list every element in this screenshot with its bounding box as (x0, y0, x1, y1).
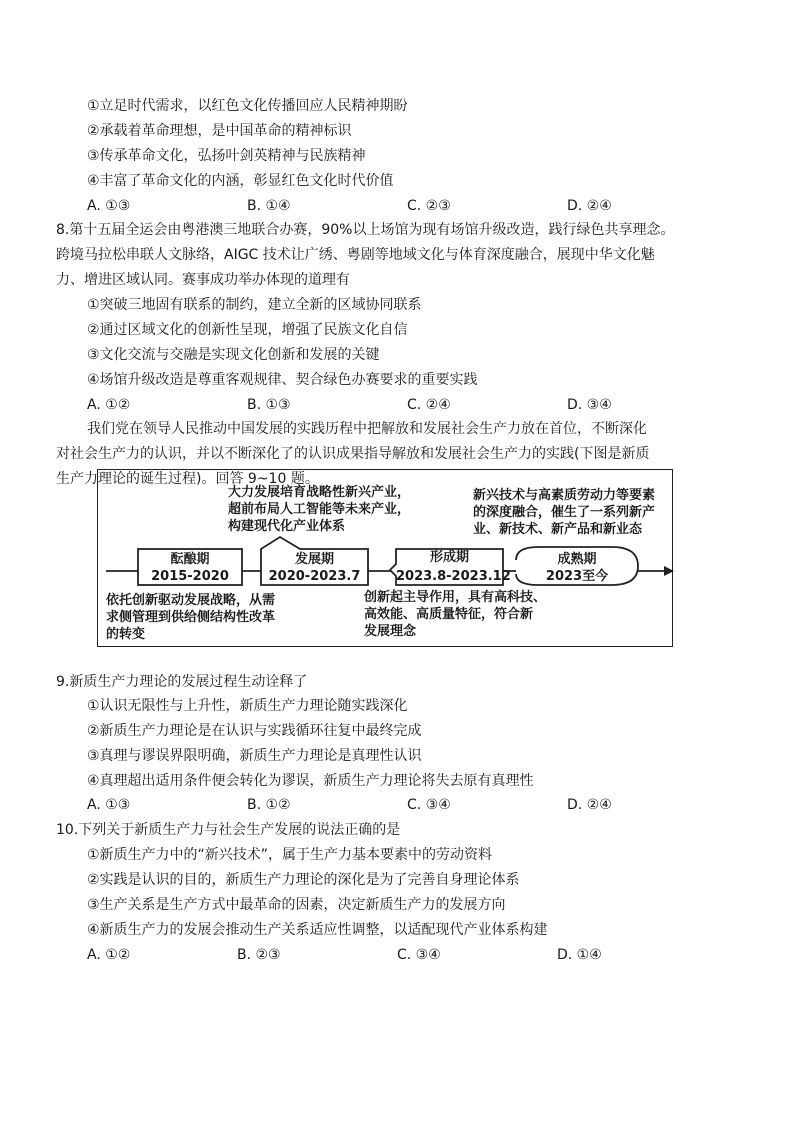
q7-option-4: ④丰富了革命文化的内涵，彰显红色文化时代价值 (87, 173, 394, 189)
q10-option-2: ②实践是认识的目的，新质生产力理论的深化是为了完善自身理论体系 (87, 872, 520, 888)
q8-choice-c[interactable]: C. ②④ (407, 397, 451, 413)
q10-option-4: ④新质生产力的发展会推动生产关系适应性调整，以适配现代产业体系构建 (87, 922, 548, 938)
q9-stem: 9.新质生产力理论的发展过程生动诠释了 (56, 674, 308, 690)
q7-option-2: ②承载着革命理想，是中国革命的精神标识 (87, 123, 352, 139)
q8-stem-line-2: 跨境马拉松串联人文脉络，AIGC 技术让广绣、粤剧等地域文化与体育深度融合，展现中华文化魅 (56, 247, 655, 263)
material-line-3: 生产力理论的诞生过程)。回答 9~10 题。 (56, 471, 319, 487)
q9-option-2: ②新质生产力理论是在认识与实践循环往复中最终完成 (87, 723, 422, 739)
q8-option-1: ①突破三地固有联系的制约，建立全新的区域协同联系 (87, 297, 422, 313)
q8-option-2: ②通过区域文化的创新性呈现，增强了民族文化自信 (87, 322, 408, 338)
q10-choice-a[interactable]: A. ①② (87, 947, 131, 963)
q7-option-1: ①立足时代需求，以红色文化传播回应人民精神期盼 (87, 98, 408, 114)
q9-choice-c[interactable]: C. ③④ (407, 797, 451, 813)
q8-option-3: ③文化交流与交融是实现文化创新和发展的关键 (87, 347, 380, 363)
stage4-name: 成熟期 (557, 552, 597, 567)
q8-option-4: ④场馆升级改造是尊重客观规律、契合绿色办赛要求的重要实践 (87, 372, 478, 388)
q9-choice-a[interactable]: A. ①③ (87, 797, 131, 813)
q7-option-3: ③传承革命文化，弘扬叶剑英精神与民族精神 (87, 148, 366, 164)
q7-choices (87, 197, 687, 215)
q10-choices (87, 946, 687, 964)
q10-option-1: ①新质生产力中的“新兴技术”，属于生产力基本要素中的劳动资料 (87, 847, 493, 863)
theory-timeline-diagram (97, 469, 673, 647)
bottom-right-annotation: 创新起主导作用，具有高科技、 高效能、高质量特征，符合新 发展理念 (364, 590, 547, 639)
bottom-left-annotation: 依托创新驱动发展战略，从需 求侧管理到供给侧结构性改革 的转变 (106, 593, 276, 642)
stage4-period: 2023至今 (545, 569, 609, 584)
q9-choices (87, 796, 687, 814)
q7-choice-a[interactable]: A. ①③ (87, 198, 131, 214)
stage3-period: 2023.8-2023.12 (396, 569, 511, 584)
material-line-1: 我们党在领导人民推动中国发展的实践历程中把解放和发展社会生产力放在首位，不断深化 (87, 421, 647, 437)
q8-stem-line-3: 力、增进区域认同。赛事成功举办体现的道理有 (56, 272, 350, 288)
q9-option-1: ①认识无限性与上升性，新质生产力理论随实践深化 (87, 698, 408, 714)
stage1-period: 2015-2020 (151, 569, 229, 584)
timeline-arrowhead (664, 566, 674, 576)
top-left-annotation: 大力发展培育战略性新兴产业， 超前布局人工智能等未来产业， 构建现代化产业体系 (228, 485, 411, 534)
q8-choices (87, 396, 687, 414)
q10-choice-b[interactable]: B. ②③ (237, 947, 281, 963)
q7-choice-b[interactable]: B. ①④ (247, 198, 291, 214)
q9-choice-b[interactable]: B. ①② (247, 797, 291, 813)
stage2-name: 发展期 (294, 552, 334, 567)
q8-choice-d[interactable]: D. ③④ (567, 397, 612, 413)
q9-option-4: ④真理超出适用条件便会转化为谬误，新质生产力理论将失去原有真理性 (87, 773, 534, 789)
q8-choice-b[interactable]: B. ①③ (247, 397, 291, 413)
q10-choice-d[interactable]: D. ①④ (557, 947, 602, 963)
q8-choice-a[interactable]: A. ①② (87, 397, 131, 413)
stage3-name: 形成期 (429, 550, 469, 565)
q10-stem: 10.下列关于新质生产力与社会生产发展的说法正确的是 (56, 822, 401, 838)
q10-option-3: ③生产关系是生产方式中最革命的因素，决定新质生产力的发展方向 (87, 897, 506, 913)
stage2-period: 2020-2023.7 (268, 569, 361, 584)
top-right-annotation: 新兴技术与高素质劳动力等要素 的深度融合，催生了一系列新产 业、新技术、新产品和新业态 (473, 488, 656, 537)
q9-choice-d[interactable]: D. ②④ (567, 797, 612, 813)
q7-choice-c[interactable]: C. ②③ (407, 198, 451, 214)
q8-stem-line-1: 8.第十五届全运会由粤港澳三地联合办赛，90%以上场馆为现有场馆升级改造，践行绿色共享理念。 (56, 222, 675, 238)
stage1-name: 酝酿期 (170, 552, 210, 567)
material-line-2: 对社会生产力的认识，并以不断深化了的认识成果指导解放和发展社会生产力的实践(下图是新质 (56, 446, 650, 462)
q7-choice-d[interactable]: D. ②④ (567, 198, 612, 214)
q9-option-3: ③真理与谬误界限明确，新质生产力理论是真理性认识 (87, 748, 422, 764)
q10-choice-c[interactable]: C. ③④ (397, 947, 441, 963)
